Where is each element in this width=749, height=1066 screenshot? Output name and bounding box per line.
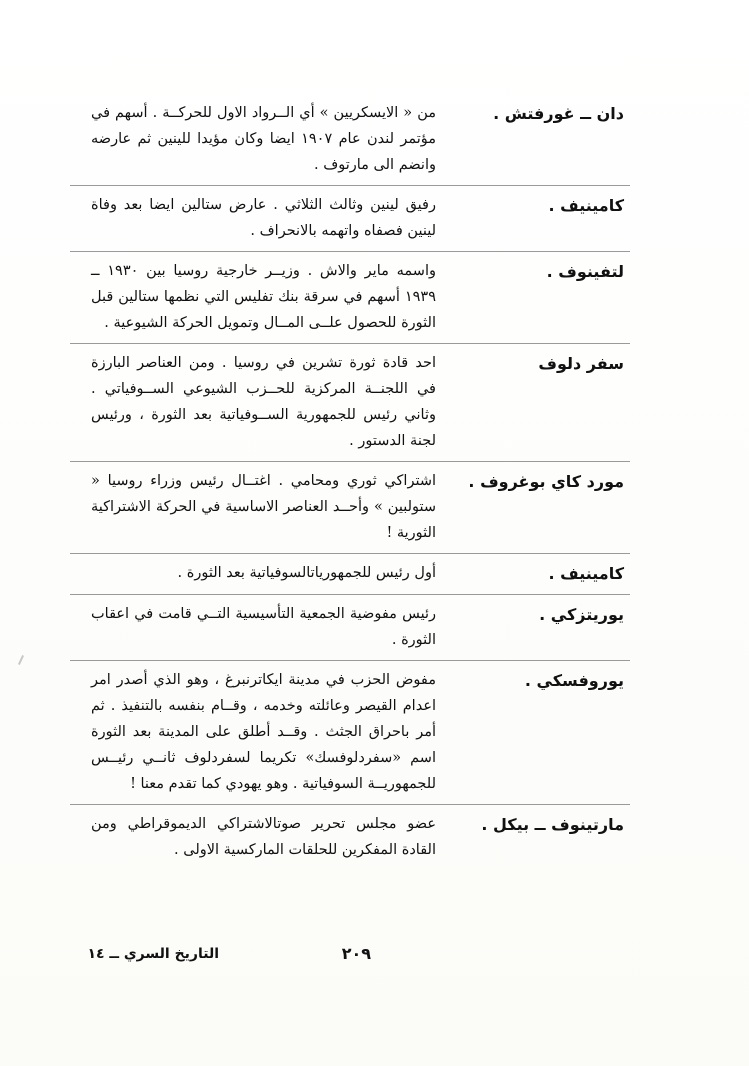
glossary-entry — [70, 96, 630, 186]
entry-description: احد قادة ثورة تشرين في روسيا . ومن العناصر البارزة في اللجنــة المركزية للحــزب الشيوعي الســوفياتي . وثاني رئيس للجمهورية الســوفياتية بعد الثورة ، ورئيس لجنة الدستور . — [91, 355, 436, 449]
entry-description: عضو مجلس تحرير صوتالاشتراكي الديموقراطي ومن القادة المفكرين للحلقات الماركسية الاولى . — [91, 816, 436, 858]
page-number: ٢٠٩ — [341, 944, 371, 963]
entry-description: واسمه ماير والاش . وزيــر خارجية روسيا بين ١٩٣٠ ــ ١٩٣٩ أسهم في سرقة بنك تفليس التي نظمها ستالين قبل الثورة للحصول علــى المــال وتمويل الحركة الشيوعية . — [91, 263, 436, 331]
glossary-entry — [70, 252, 630, 344]
glossary-entry — [70, 661, 630, 805]
entry-name: دان ــ غورفتش . — [493, 104, 624, 123]
glossary-entry — [70, 805, 630, 870]
entry-description: رئيس مفوضية الجمعية التأسيسية التــي قامت في اعقاب الثورة . — [91, 606, 436, 648]
entry-name: مارتينوف ــ بيكل . — [481, 815, 624, 834]
glossary-entry — [70, 462, 630, 554]
margin-mark — [18, 655, 24, 665]
entry-name: سفر دلوف — [538, 354, 624, 373]
glossary-entry — [70, 344, 630, 462]
entry-name: مورد كاي بوغروف . — [468, 472, 624, 491]
glossary-entries — [70, 96, 630, 870]
entry-description: مفوض الحزب في مدينة ايكاترنبرغ ، وهو الذي أصدر امر اعدام القيصر وعائلته وخدمه ، وقــام بنفسه بالتنفيذ . ثم أمر باحراق الجثث . وقــد أطلق على المدينة بعد الثورة اسم «سفردلوفسك» تكريما لسفردلوف ثانــي رئيــس للجمهوريــة السوفياتية . وهو يهودي كما تقدم معنا ! — [91, 672, 436, 792]
entry-description: أول رئيس للجمهورياتالسوفياتية بعد الثورة . — [177, 565, 436, 581]
entry-description: من « الايسكريين » أي الــرواد الاول للحركــة . أسهم في مؤتمر لندن عام ١٩٠٧ ايضا وكان مؤيدا للينين ثم عارضه وانضم الى مارتوف . — [91, 105, 437, 173]
glossary-entry — [70, 186, 630, 252]
entry-name: لتفينوف . — [546, 262, 624, 281]
entry-name: كامينيف . — [548, 196, 624, 215]
entry-name: يوروفسكي . — [524, 671, 624, 690]
entry-name: كامينيف . — [548, 564, 624, 583]
entry-description: رفيق لينين وثالث الثلاثي . عارض ستالين ايضا بعد وفاة لينين فصفاه واتهمه بالانحراف . — [91, 197, 436, 239]
running-title: التاريخ السري ــ ١٤ — [87, 946, 219, 962]
glossary-entry — [70, 554, 630, 595]
entry-name: يوريتزكي . — [539, 605, 624, 624]
entry-description: اشتراكي ثوري ومحامي . اغتــال رئيس وزراء روسيا « ستولبين » وأحــد العناصر الاساسية في الحركة الاشتراكية الثورية ! — [91, 473, 436, 541]
page-footer — [0, 944, 749, 974]
glossary-entry — [70, 595, 630, 661]
